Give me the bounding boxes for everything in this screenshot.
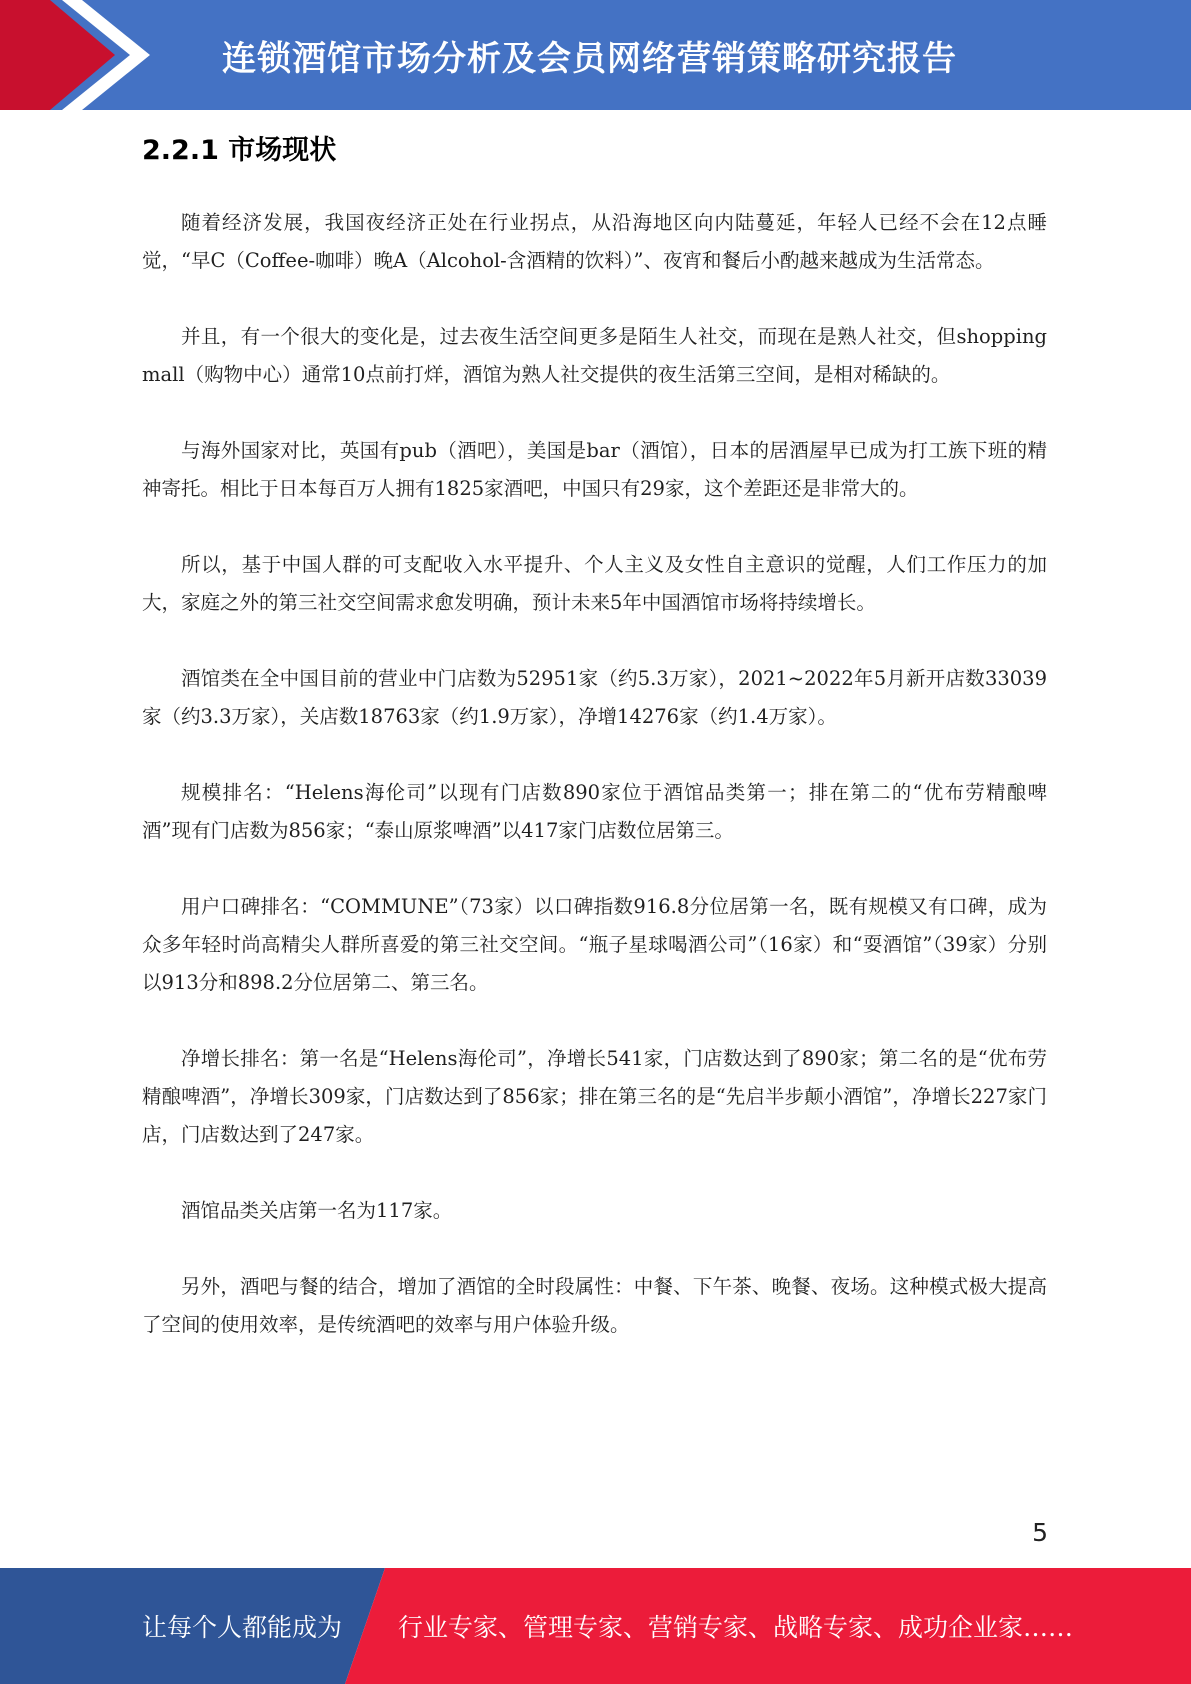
header-arrow-icon	[0, 0, 160, 110]
paragraph: 净增长排名：第一名是“Helens海伦司”，净增长541家，门店数达到了890家；第二名的是“优布劳精酿啤酒”，净增长309家，门店数达到了856家；排在第三名的是“先启半步颠小酒馆”，净增长227家门店，门店数达到了247家。	[142, 1047, 1047, 1146]
paragraph: 另外，酒吧与餐的结合，增加了酒馆的全时段属性：中餐、下午茶、晚餐、夜场。这种模式极大提高了空间的使用效率，是传统酒吧的效率与用户体验升级。	[142, 1275, 1047, 1336]
paragraph: 酒馆类在全中国目前的营业中门店数为52951家（约5.3万家），2021~2022年5月新开店数33039家（约3.3万家），关店数18763家（约1.9万家），净增14276家（约1.4万家）。	[142, 667, 1047, 728]
paragraph: 所以，基于中国人群的可支配收入水平提升、个人主义及女性自主意识的觉醒，人们工作压力的加大，家庭之外的第三社交空间需求愈发明确，预计未来5年中国酒馆市场将持续增长。	[142, 553, 1047, 614]
header-banner	[0, 0, 1191, 110]
paragraph: 并且，有一个很大的变化是，过去夜生活空间更多是陌生人社交，而现在是熟人社交，但shopping mall（购物中心）通常10点前打烊，酒馆为熟人社交提供的夜生活第三空间，是相对稀缺的。	[142, 325, 1047, 386]
footer-banner	[0, 1568, 1191, 1684]
page-number: 5	[1032, 1518, 1048, 1547]
footer-slogan-left: 让每个人都能成为	[142, 1613, 343, 1642]
report-title: 连锁酒馆市场分析及会员网络营销策略研究报告	[222, 38, 957, 79]
paragraph: 酒馆品类关店第一名为117家。	[181, 1199, 453, 1222]
paragraph: 用户口碑排名：“COMMUNE”（73家）以口碑指数916.8分位居第一名，既有规模又有口碑，成为众多年轻时尚高精尖人群所喜爱的第三社交空间。“瓶子星球喝酒公司”（16家）和“耍酒馆”（39家）分别以913分和898.2分位居第二、第三名。	[142, 895, 1047, 994]
paragraph: 与海外国家对比，英国有pub（酒吧），美国是bar（酒馆），日本的居酒屋早已成为打工族下班的精神寄托。相比于日本每百万人拥有1825家酒吧，中国只有29家，这个差距还是非常大的。	[142, 439, 1047, 500]
footer-slogan-right: 行业专家、管理专家、营销专家、战略专家、成功企业家……	[398, 1613, 1074, 1642]
section-heading: 2.2.1 市场现状	[142, 135, 337, 166]
paragraph: 随着经济发展，我国夜经济正处在行业拐点，从沿海地区向内陆蔓延，年轻人已经不会在12点睡觉，“早C（Coffee-咖啡）晚A（Alcohol-含酒精的饮料）”、夜宵和餐后小酌越来越成为生活常态。	[142, 211, 1047, 272]
paragraph: 规模排名：“Helens海伦司”以现有门店数890家位于酒馆品类第一；排在第二的“优布劳精酿啤酒”现有门店数为856家；“泰山原浆啤酒”以417家门店数位居第三。	[142, 781, 1047, 842]
body-content	[142, 204, 1047, 1382]
